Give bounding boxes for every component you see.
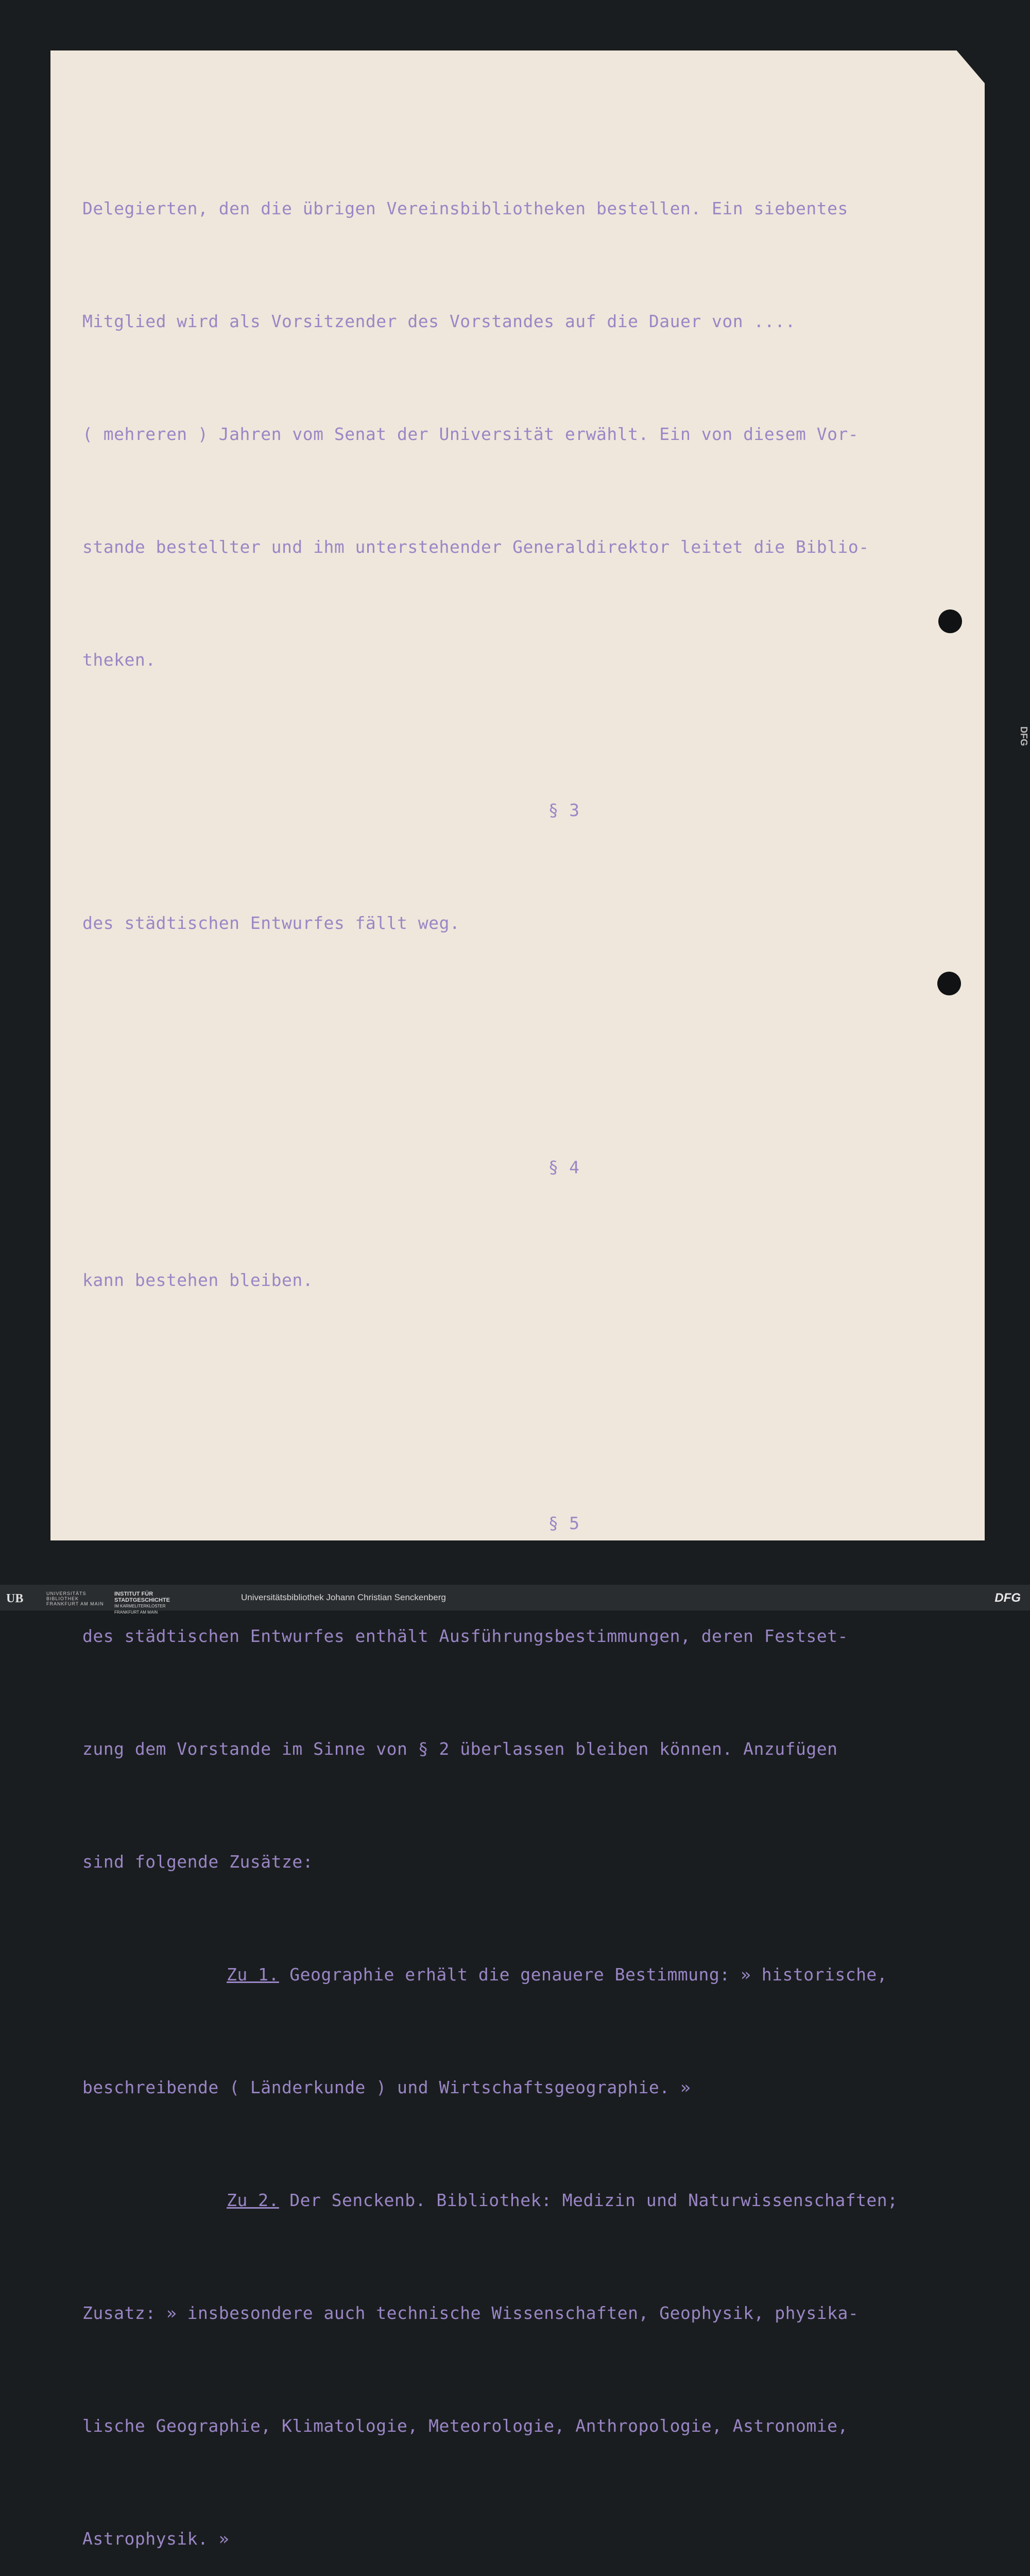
section-heading-5: § 5	[548, 1513, 580, 1533]
zu-2-label: Zu 2.	[227, 2190, 279, 2210]
zu-2-line: Zusatz: » insbesondere auch technische Wissenschaften, Geophysik, physika-	[82, 2303, 859, 2323]
zu-1-line-2: beschreibende ( Länderkunde ) und Wirtschaftsgeographie. »	[82, 2077, 691, 2097]
inst-line-1: INSTITUT FÜR	[114, 1591, 153, 1597]
text-line: theken.	[82, 650, 156, 670]
institute-logo[interactable]	[114, 1591, 170, 1616]
section-5-line: des städtischen Entwurfes enthält Ausführungsbestimmungen, deren Festset-	[82, 1626, 848, 1646]
zu-2-line: lische Geographie, Klimatologie, Meteorologie, Anthropologie, Astronomie,	[82, 2416, 848, 2436]
typed-text	[82, 114, 978, 2576]
section-heading-3: § 3	[548, 800, 580, 820]
zu-2-line	[82, 2181, 978, 2219]
zu-2-text: Der Senckenb. Bibliothek: Medizin und Naturwissenschaften;	[279, 2190, 898, 2210]
footer-bar	[0, 1585, 1030, 1615]
ub-sub-1: UNIVERSITÄTS	[46, 1591, 87, 1596]
section-4-text: kann bestehen bleiben.	[82, 1270, 314, 1290]
zu-2-line: Astrophysik. »	[82, 2529, 230, 2549]
zu-1-text: Geographie erhält die genauere Bestimmung: » historische,	[279, 1964, 888, 1985]
ub-logo[interactable]: UB	[6, 1592, 24, 1605]
text-line: Delegierten, den die übrigen Vereinsbibliotheken bestellen. Ein siebentes	[82, 198, 848, 218]
dfg-logo[interactable]: DFG	[994, 1591, 1021, 1605]
ub-logo-text	[46, 1591, 104, 1606]
text-line: stande bestellter und ihm unterstehender Generaldirektor leitet die Biblio-	[82, 537, 869, 557]
library-name: Universitätsbibliothek Johann Christian Senckenberg	[241, 1592, 446, 1602]
inst-line-4: FRANKFURT AM MAIN	[114, 1610, 158, 1615]
ub-sub-3: FRANKFURT AM MAIN	[46, 1601, 104, 1606]
section-5-line: sind folgende Zusätze:	[82, 1852, 314, 1872]
inst-line-2: STADTGESCHICHTE	[114, 1597, 170, 1603]
ub-sub-2: BIBLIOTHEK	[46, 1596, 79, 1601]
section-heading-4: § 4	[548, 1157, 580, 1177]
inst-line-3: IM KARMELITERKLOSTER	[114, 1604, 166, 1608]
zu-1-label: Zu 1.	[227, 1964, 279, 1985]
zu-1-line	[82, 1956, 978, 1993]
text-line: Mitglied wird als Vorsitzender des Vorstandes auf die Dauer von ....	[82, 311, 796, 331]
section-5-line: zung dem Vorstande im Sinne von § 2 überlassen bleiben können. Anzufügen	[82, 1739, 838, 1759]
section-3-text: des städtischen Entwurfes fällt weg.	[82, 913, 460, 933]
dfg-edge-label: DFG	[1019, 726, 1029, 746]
text-line: ( mehreren ) Jahren vom Senat der Universität erwählt. Ein von diesem Vor-	[82, 424, 859, 444]
